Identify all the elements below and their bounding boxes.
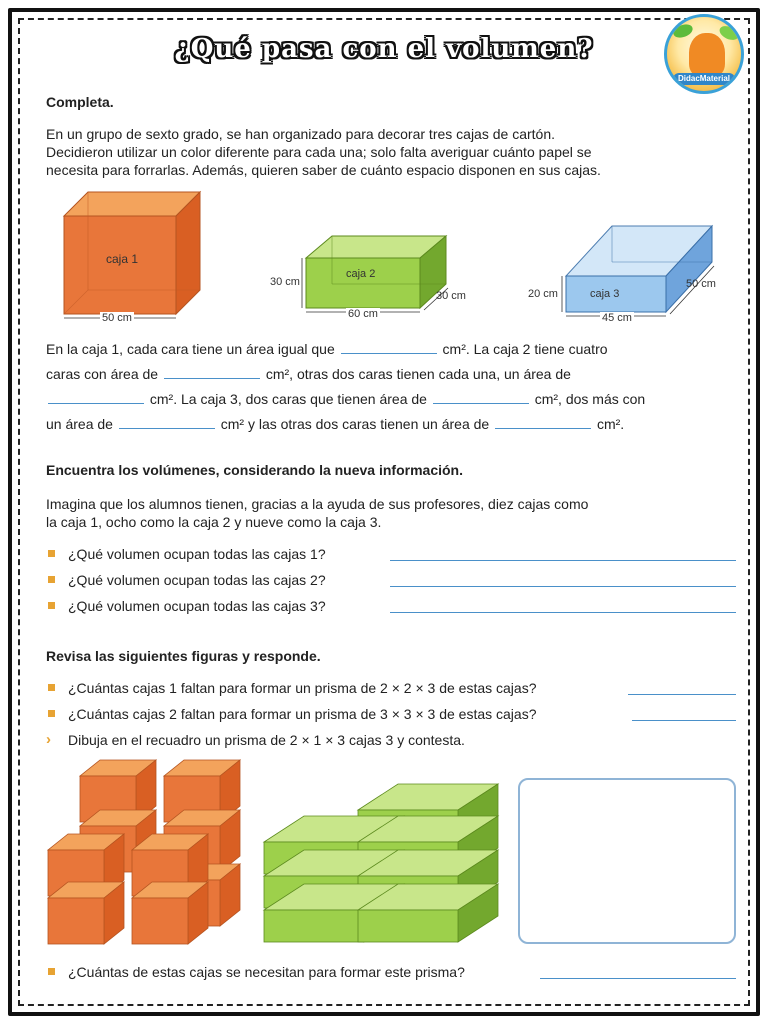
fill-row-3 bbox=[46, 391, 746, 407]
question-text: ¿Cuántas cajas 2 faltan para formar un prisma de 3 × 3 × 3 de estas cajas? bbox=[68, 706, 537, 722]
bullet-square-icon bbox=[48, 602, 55, 609]
fill-text: cm². La caja 3, dos caras que tienen área de bbox=[149, 391, 427, 407]
fill-row-4 bbox=[46, 416, 746, 432]
fill-row-1 bbox=[46, 341, 746, 357]
box2-width: 60 cm bbox=[348, 308, 378, 320]
question-text: ¿Cuántas de estas cajas se necesitan para formar este prisma? bbox=[68, 964, 465, 980]
box2-height: 30 cm bbox=[270, 276, 300, 288]
answer-blank[interactable] bbox=[433, 393, 529, 404]
volume-question-2 bbox=[46, 572, 746, 590]
bullet-square-icon bbox=[48, 710, 55, 717]
bullet-square-icon bbox=[48, 684, 55, 691]
question-text: ¿Cuántas cajas 1 faltan para formar un prisma de 2 × 2 × 3 de estas cajas? bbox=[68, 680, 537, 696]
volume-question-3 bbox=[46, 598, 746, 616]
box3-figure bbox=[562, 226, 714, 316]
section1-heading: Completa. bbox=[46, 94, 114, 110]
answer-blank[interactable] bbox=[119, 418, 215, 429]
section3-heading: Revisa las siguientes figuras y responde. bbox=[46, 648, 321, 664]
question-text: ¿Qué volumen ocupan todas las cajas 1? bbox=[68, 546, 326, 562]
answer-line[interactable] bbox=[540, 978, 736, 979]
bullet-square-icon bbox=[48, 550, 55, 557]
section2-intro-1: Imagina que los alumnos tienen, gracias a la ayuda de sus profesores, diez cajas como bbox=[46, 496, 589, 512]
question-text: Dibuja en el recuadro un prisma de 2 × 1 × 3 cajas 3 y contesta. bbox=[68, 732, 465, 748]
section1-intro-2: Decidieron utilizar un color diferente para cada una; solo falta averiguar cuánto papel se bbox=[46, 144, 592, 160]
logo-text: DidacMaterial bbox=[673, 73, 735, 85]
fill-text: cm², dos más con bbox=[534, 391, 646, 407]
answer-blank[interactable] bbox=[495, 418, 591, 429]
fill-text: caras con área de bbox=[46, 366, 159, 382]
answer-line[interactable] bbox=[632, 720, 736, 721]
answer-blank[interactable] bbox=[48, 393, 144, 404]
volume-question-1 bbox=[46, 546, 746, 564]
page-title: ¿Qué pasa con el volumen? bbox=[174, 34, 594, 64]
question-text: ¿Qué volumen ocupan todas las cajas 3? bbox=[68, 598, 326, 614]
box2-label: caja 2 bbox=[346, 268, 376, 280]
box3-depth: 50 cm bbox=[686, 278, 716, 290]
fill-text: cm², otras dos caras tienen cada una, un área de bbox=[265, 366, 571, 382]
answer-line[interactable] bbox=[390, 586, 736, 587]
answer-blank[interactable] bbox=[341, 343, 437, 354]
answer-line[interactable] bbox=[390, 612, 736, 613]
fill-text: cm². La caja 2 tiene cuatro bbox=[442, 341, 608, 357]
box1-label: caja 1 bbox=[106, 252, 139, 266]
box3-height: 20 cm bbox=[528, 288, 558, 300]
question-text: ¿Qué volumen ocupan todas las cajas 2? bbox=[68, 572, 326, 588]
box1-width: 50 cm bbox=[102, 312, 132, 324]
figure-question-1 bbox=[46, 680, 746, 698]
box3-label: caja 3 bbox=[590, 288, 620, 300]
box3-width: 45 cm bbox=[602, 312, 632, 324]
section2-intro-2: la caja 1, ocho como la caja 2 y nueve como la caja 3. bbox=[46, 514, 382, 530]
section1-intro-3: necesita para forrarlas. Además, quieren saber de cuánto espacio disponen en sus cajas. bbox=[46, 162, 601, 178]
bullet-square-icon bbox=[48, 968, 55, 975]
answer-blank[interactable] bbox=[164, 368, 260, 379]
figure-question-3 bbox=[46, 732, 746, 750]
fill-text: En la caja 1, cada cara tiene un área igual que bbox=[46, 341, 335, 357]
fill-text: cm² y las otras dos caras tienen un área de bbox=[220, 416, 490, 432]
orange-cubes-stack bbox=[48, 760, 240, 944]
box2-depth: 30 cm bbox=[436, 290, 466, 302]
drawing-box[interactable] bbox=[518, 778, 736, 944]
green-boxes-stack bbox=[264, 784, 498, 942]
fill-text: cm². bbox=[596, 416, 625, 432]
section1-intro-1: En un grupo de sexto grado, se han organizado para decorar tres cajas de cartón. bbox=[46, 126, 555, 142]
section2-heading: Encuentra los volúmenes, considerando la nueva información. bbox=[46, 462, 463, 478]
fill-row-2 bbox=[46, 366, 746, 382]
figure-question-4 bbox=[46, 964, 746, 982]
answer-line[interactable] bbox=[390, 560, 736, 561]
chevron-right-icon: › bbox=[46, 731, 51, 748]
figure-question-2 bbox=[46, 706, 746, 724]
fill-text: un área de bbox=[46, 416, 113, 432]
answer-line[interactable] bbox=[628, 694, 736, 695]
bullet-square-icon bbox=[48, 576, 55, 583]
